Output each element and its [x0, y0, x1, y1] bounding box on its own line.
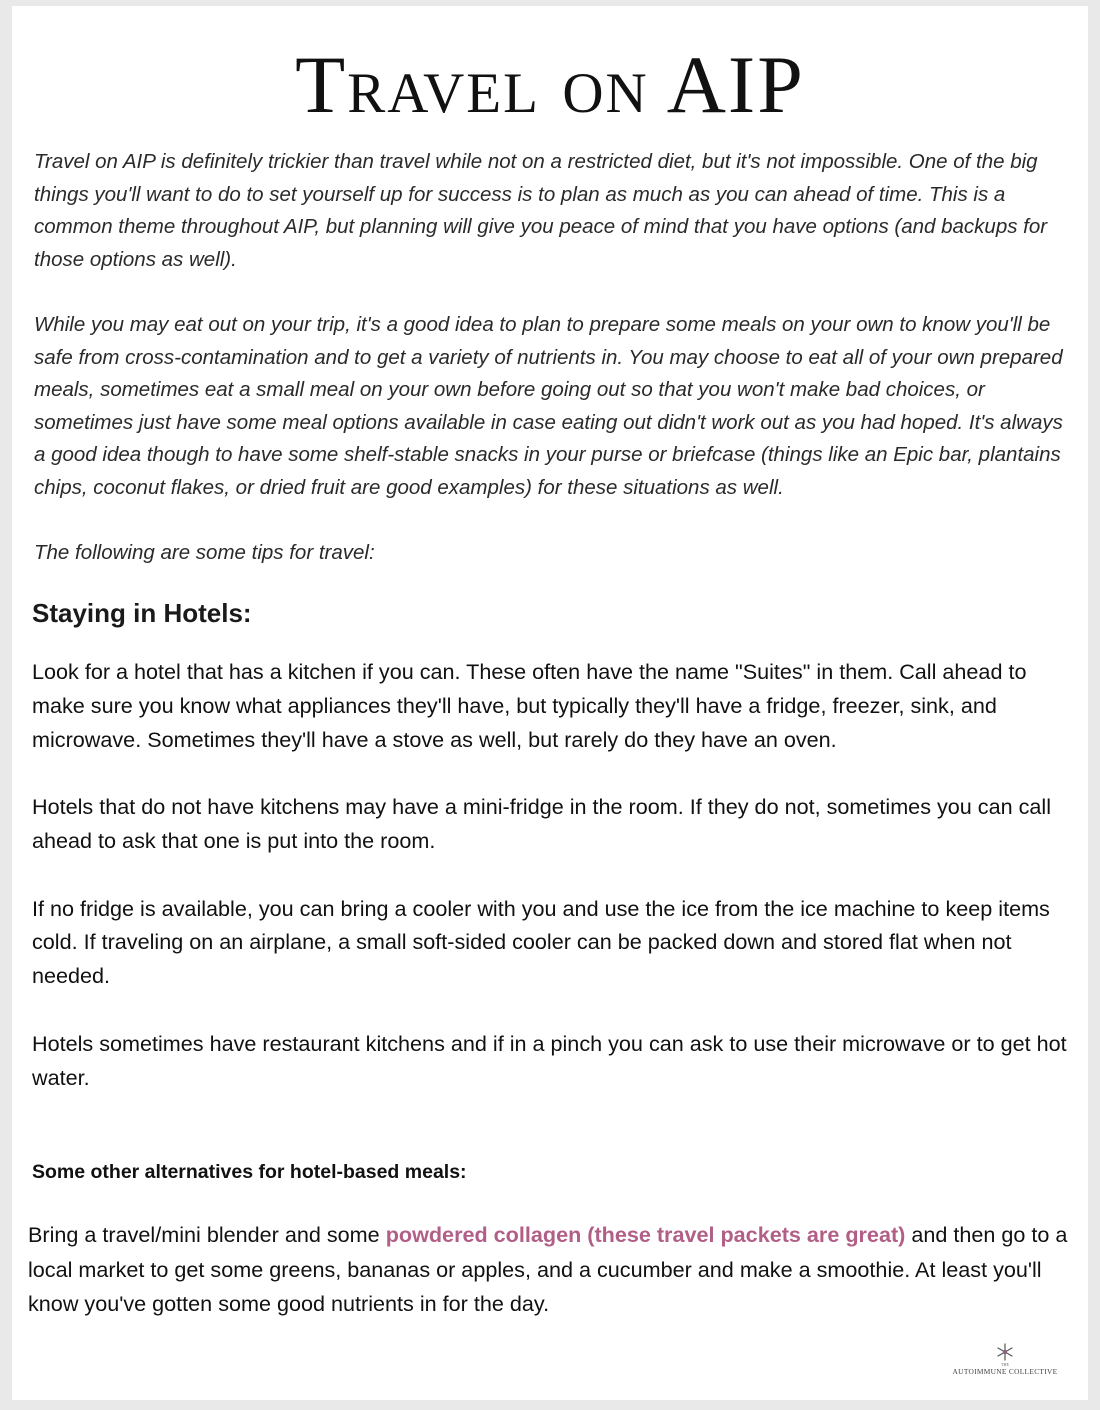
alternatives-text-after-link: and then go to a local market to get some greens, bananas or apples, and a cucumber and make a smoothie. At least you'll know you've gotten some good nutrients in for the day.: [28, 1222, 1068, 1316]
brand-logo: [940, 1342, 1070, 1376]
hotels-paragraph-1: Look for a hotel that has a kitchen if you can. These often have the name "Suites" in them. Call ahead to make sure you know what appliances they'll have, but typically they'll have a fridge, freezer, sink, and microwave. Sometimes they'll have a stove as well, but rarely do they have an oven.: [32, 659, 1027, 752]
hotels-paragraph-2: Hotels that do not have kitchens may have a mini-fridge in the room. If they do not, sometimes you can call ahead to ask that one is put into the room.: [32, 794, 1052, 853]
alternatives-text-before-link: Bring a travel/mini blender and some: [28, 1222, 386, 1247]
intro-section: [34, 146, 1074, 570]
flower-icon: [994, 1342, 1016, 1362]
document-page: [12, 6, 1088, 1400]
intro-paragraph-1: Travel on AIP is definitely trickier than travel while not on a restricted diet, but it's not impossible. One of the big things you'll want to do to set yourself up for success is to plan as much as you can ahead of time. This is a common theme throughout AIP, but planning will give you peace of mind that you have options (and backups for those options as well).: [34, 150, 1048, 271]
collagen-link[interactable]: powdered collagen (these travel packets are great): [385, 1222, 906, 1247]
hotels-paragraph-3: If no fridge is available, you can bring a cooler with you and use the ice from the ice machine to keep items cold. If traveling on an airplane, a small soft-sided cooler can be packed down and stored flat when not needed.: [32, 895, 1050, 989]
alternatives-paragraph: [28, 1218, 1068, 1322]
intro-paragraph-2: While you may eat out on your trip, it's a good idea to plan to prepare some meals on your own to know you'll be safe from cross-contamination and to get a variety of nutrients in. You may choose to eat all of your own prepared meals, sometimes eat a small meal on your own before going out so that you won't make bad choices, or sometimes just have some meal options available in case eating out didn't work out as you had hoped. It's always a good idea though to have some shelf-stable snacks in your purse or briefcase (things like an Epic bar, plantains chips, coconut flakes, or dried fruit are good examples) for these situations as well.: [34, 312, 1063, 499]
intro-paragraph-3: The following are some tips for travel:: [34, 541, 375, 565]
hotels-heading: Staying in Hotels:: [32, 598, 252, 628]
page-title: Travel on AIP: [295, 39, 805, 130]
logo-small-text: THE: [1001, 1362, 1009, 1367]
alternatives-heading: Some other alternatives for hotel-based meals:: [32, 1161, 467, 1183]
logo-name-text: AUTOIMMUNE COLLECTIVE: [952, 1367, 1058, 1376]
hotels-paragraph-4: Hotels sometimes have restaurant kitchens and if in a pinch you can ask to use their microwave or to get hot water.: [32, 1030, 1067, 1090]
hotels-section: [32, 655, 1067, 1128]
